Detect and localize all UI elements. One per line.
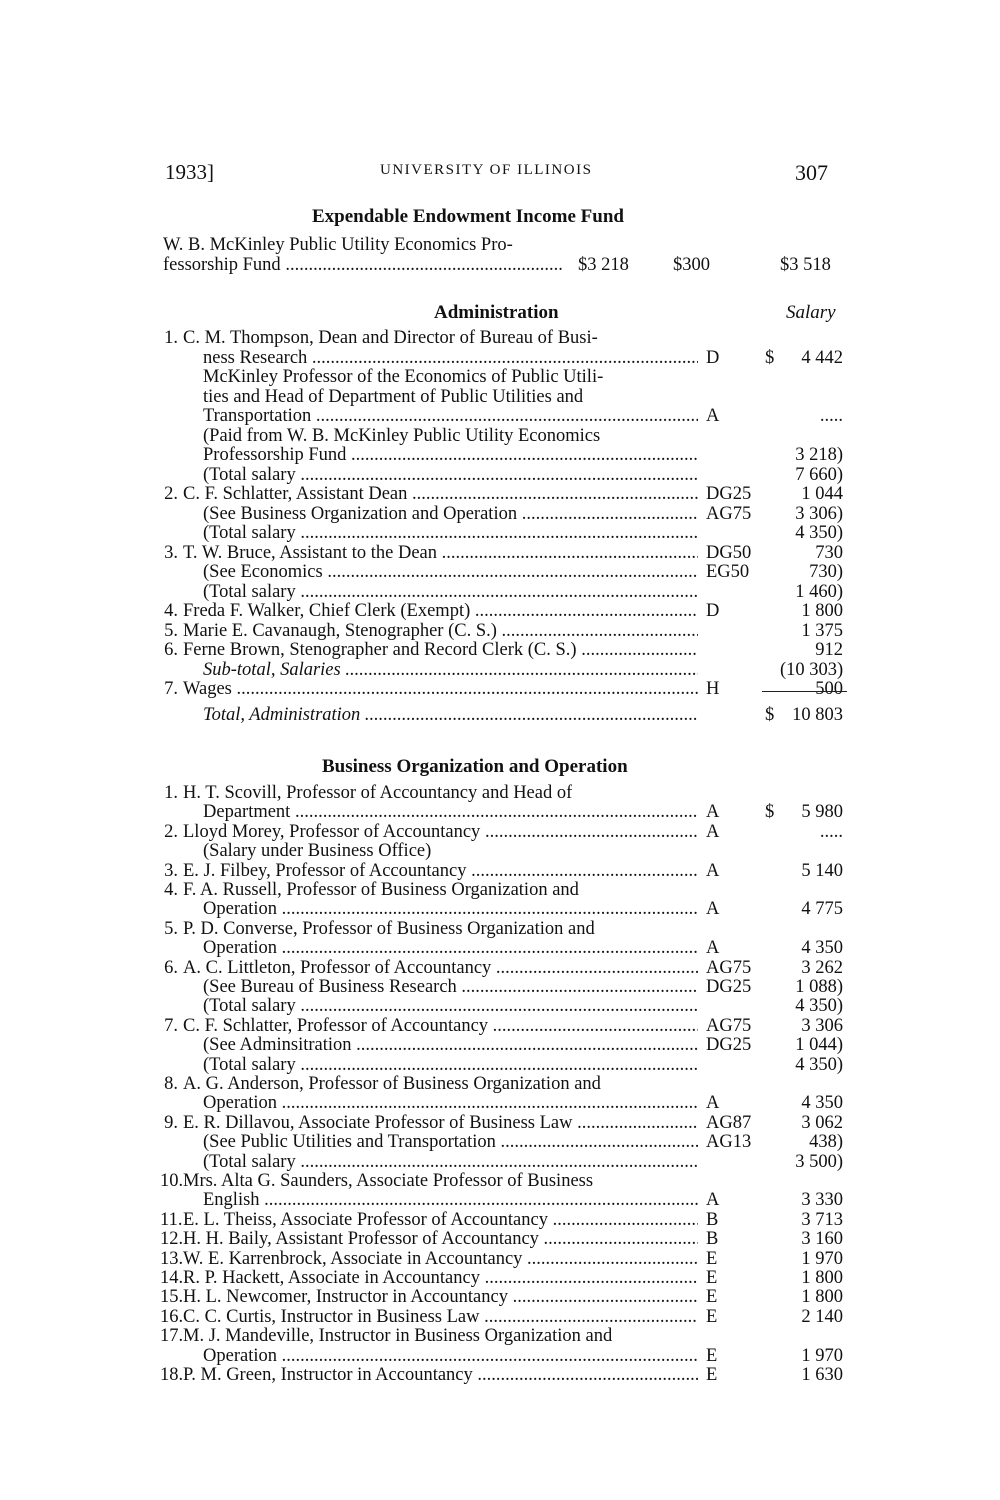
item-salary: 1 088) xyxy=(795,977,843,997)
list-item xyxy=(0,504,1000,524)
item-code: DG25 xyxy=(706,977,752,997)
item-text: E. L. Theiss, Associate Professor of Accountancy ..... xyxy=(183,1210,698,1230)
administration-total-amount: 10 803 xyxy=(792,705,843,725)
endowment-row-1 xyxy=(0,235,1000,255)
item-text: H. T. Scovill, Professor of Accountancy and Head of xyxy=(183,783,573,803)
item-text: Sub-total, Salaries ..... xyxy=(203,660,698,680)
item-code: A xyxy=(706,802,720,823)
item-text: C. C. Curtis, Instructor in Business Law ..... xyxy=(183,1307,698,1327)
item-salary: 3 306 xyxy=(801,1015,843,1036)
list-item xyxy=(0,1171,1000,1191)
item-code: E xyxy=(706,1287,718,1308)
administration-total-label: Total, Administration ..... xyxy=(203,705,698,725)
page-header xyxy=(0,160,1000,186)
list-item xyxy=(0,841,1000,861)
item-number: 13. xyxy=(160,1248,184,1269)
item-text: M. J. Mandeville, Instructor in Business Organization and xyxy=(183,1326,613,1347)
endowment-title: Expendable Endowment Income Fund xyxy=(312,206,624,227)
item-text: Wages ..... xyxy=(183,679,698,699)
item-text: (See Business Organization and Operation ..... xyxy=(203,504,698,524)
item-code: A xyxy=(706,406,720,426)
list-item xyxy=(0,387,1000,407)
list-item xyxy=(0,1132,1000,1152)
list-item xyxy=(0,1074,1000,1094)
item-salary: 7 660) xyxy=(795,464,843,485)
list-item xyxy=(0,523,1000,543)
item-text: Department ..... xyxy=(203,802,698,822)
item-text: C. F. Schlatter, Assistant Dean ..... xyxy=(183,484,698,504)
list-item xyxy=(0,1268,1000,1288)
item-text: H. L. Newcomer, Instructor in Accountancy ..... xyxy=(183,1287,698,1307)
list-item xyxy=(0,1346,1000,1366)
item-text: Operation ..... xyxy=(203,1346,698,1366)
item-code: E xyxy=(706,1268,718,1288)
item-text: P. M. Green, Instructor in Accountancy ..... xyxy=(183,1365,698,1385)
total-rule xyxy=(762,691,847,692)
item-salary: 1 800 xyxy=(801,601,843,621)
item-code: A xyxy=(706,821,720,842)
list-item xyxy=(0,465,1000,485)
item-code: E xyxy=(706,1248,718,1269)
item-salary: 3 218) xyxy=(795,445,843,465)
list-item xyxy=(0,660,1000,680)
list-item xyxy=(0,1093,1000,1113)
endowment-line-2: fessorship Fund ..... xyxy=(163,255,563,275)
item-text: (Total salary ..... xyxy=(203,996,698,1016)
list-item xyxy=(0,640,1000,660)
header-year: 1933] xyxy=(165,160,214,184)
item-number: 5. xyxy=(164,620,178,641)
item-code: B xyxy=(706,1209,719,1230)
item-number: 15. xyxy=(160,1287,184,1308)
item-text: Marie E. Cavanaugh, Stenographer (C. S.) ..... xyxy=(183,621,698,641)
list-item xyxy=(0,977,1000,997)
item-salary: 3 160 xyxy=(801,1229,843,1250)
list-item xyxy=(0,938,1000,958)
item-salary: 2 140 xyxy=(801,1306,843,1327)
item-number: 5. xyxy=(164,918,178,939)
item-salary: ..... xyxy=(819,821,843,842)
list-item xyxy=(0,328,1000,348)
item-salary: 912 xyxy=(815,640,843,660)
item-text: Freda F. Walker, Chief Clerk (Exempt) ..... xyxy=(183,601,698,621)
list-item xyxy=(0,996,1000,1016)
business-title: Business Organization and Operation xyxy=(322,756,628,777)
item-code: A xyxy=(706,860,720,881)
list-item xyxy=(0,601,1000,621)
item-salary: 4 350) xyxy=(795,523,843,543)
item-code: A xyxy=(706,938,720,959)
list-item xyxy=(0,484,1000,504)
item-number: 18. xyxy=(160,1365,184,1385)
list-item xyxy=(0,679,1000,699)
item-number: 4. xyxy=(164,601,178,621)
list-item xyxy=(0,406,1000,426)
item-salary: 5 140 xyxy=(801,860,843,881)
item-salary: 3 262 xyxy=(801,957,843,978)
item-code: E xyxy=(706,1345,718,1366)
item-salary: 1 800 xyxy=(801,1268,843,1288)
item-code: DG50 xyxy=(706,542,752,563)
item-number: 10. xyxy=(160,1171,184,1191)
item-number: 9. xyxy=(164,1112,178,1133)
endowment-amount-1: $3 218 xyxy=(578,255,629,275)
item-code: AG75 xyxy=(706,1015,752,1036)
item-text: A. G. Anderson, Professor of Business Organization and xyxy=(183,1074,601,1094)
item-salary: 1 044 xyxy=(801,484,843,504)
item-code: AG75 xyxy=(706,503,752,524)
item-text: Operation ..... xyxy=(203,938,698,958)
item-number: 2. xyxy=(164,484,178,504)
list-item xyxy=(0,861,1000,881)
item-text: (Total salary ..... xyxy=(203,465,698,485)
item-code: A xyxy=(706,1093,720,1114)
endowment-total: $3 518 xyxy=(780,255,831,275)
item-text: H. H. Baily, Assistant Professor of Accountancy ..... xyxy=(183,1229,698,1249)
item-text: Professorship Fund ..... xyxy=(203,445,698,465)
list-item xyxy=(0,1326,1000,1346)
item-text: Operation ..... xyxy=(203,899,698,919)
list-item xyxy=(0,1229,1000,1249)
item-number: 16. xyxy=(160,1306,184,1327)
item-text: (Salary under Business Office) xyxy=(203,841,432,862)
item-code: E xyxy=(706,1365,718,1385)
item-number: 14. xyxy=(160,1268,184,1288)
item-number: 6. xyxy=(164,640,178,660)
item-salary: 4 350 xyxy=(801,938,843,959)
list-item xyxy=(0,1152,1000,1172)
endowment-amount-2: $300 xyxy=(673,255,710,275)
list-item xyxy=(0,348,1000,368)
item-number: 4. xyxy=(164,880,178,900)
list-item xyxy=(0,899,1000,919)
item-number: 8. xyxy=(164,1074,178,1094)
item-text: Lloyd Morey, Professor of Accountancy ..... xyxy=(183,822,698,842)
item-text: (Total salary ..... xyxy=(203,1152,698,1172)
item-salary: 1 970 xyxy=(801,1248,843,1269)
list-item xyxy=(0,1035,1000,1055)
item-salary: 3 062 xyxy=(801,1112,843,1133)
item-text: McKinley Professor of the Economics of Public Utili- xyxy=(203,367,604,387)
list-item xyxy=(0,1287,1000,1307)
item-text: ness Research ..... xyxy=(203,348,698,368)
item-text: W. E. Karrenbrock, Associate in Accountancy ..... xyxy=(183,1249,698,1269)
item-text: (Paid from W. B. McKinley Public Utility Economics xyxy=(203,425,601,446)
list-item xyxy=(0,880,1000,900)
list-item xyxy=(0,783,1000,803)
item-salary: 3 500) xyxy=(795,1151,843,1172)
item-code: AG13 xyxy=(706,1132,752,1153)
item-salary: 500 xyxy=(815,679,843,699)
item-salary: (10 303) xyxy=(780,659,844,680)
administration-total-dollar: $ xyxy=(765,705,775,725)
item-text: R. P. Hackett, Associate in Accountancy ..... xyxy=(183,1268,698,1288)
item-text: E. R. Dillavou, Associate Professor of Business Law ..... xyxy=(183,1113,698,1133)
item-text: (See Adminsitration ..... xyxy=(203,1035,698,1055)
item-text: (Total salary ..... xyxy=(203,582,698,602)
list-item xyxy=(0,1055,1000,1075)
item-code: D xyxy=(706,347,720,368)
item-code: A xyxy=(706,899,720,920)
list-item xyxy=(0,445,1000,465)
item-salary: 1 375 xyxy=(801,620,843,641)
list-item xyxy=(0,822,1000,842)
item-number: 7. xyxy=(164,679,178,699)
list-item xyxy=(0,621,1000,641)
item-salary: 4 350 xyxy=(801,1093,843,1114)
item-salary: 730) xyxy=(809,562,843,582)
item-salary: 1 460) xyxy=(795,581,843,602)
list-item xyxy=(0,1307,1000,1327)
item-text: E. J. Filbey, Professor of Accountancy ..... xyxy=(183,861,698,881)
header-title: UNIVERSITY OF ILLINOIS xyxy=(380,162,593,178)
item-text: F. A. Russell, Professor of Business Organization and xyxy=(183,880,579,900)
item-text: A. C. Littleton, Professor of Accountancy ..... xyxy=(183,958,698,978)
item-text: English ..... xyxy=(203,1190,698,1210)
item-dollar: $ xyxy=(765,347,775,368)
administration-total-row xyxy=(0,705,1000,725)
item-number: 3. xyxy=(164,542,178,563)
item-number: 1. xyxy=(164,328,178,348)
list-item xyxy=(0,1113,1000,1133)
item-salary: 4 350) xyxy=(795,996,843,1017)
item-salary: 1 044) xyxy=(795,1035,843,1056)
item-text: C. F. Schlatter, Professor of Accountancy ..... xyxy=(183,1016,698,1036)
item-salary: 3 330 xyxy=(801,1190,843,1211)
item-number: 3. xyxy=(164,860,178,881)
list-item xyxy=(0,1365,1000,1385)
list-item xyxy=(0,1210,1000,1230)
item-number: 1. xyxy=(164,783,178,803)
item-number: 6. xyxy=(164,957,178,978)
item-text: ties and Head of Department of Public Utilities and xyxy=(203,386,584,407)
list-item xyxy=(0,919,1000,939)
list-item xyxy=(0,582,1000,602)
item-code: AG87 xyxy=(706,1112,752,1133)
item-code: B xyxy=(706,1229,719,1250)
item-number: 17. xyxy=(160,1326,184,1347)
administration-title: Administration xyxy=(434,302,559,323)
item-salary: 730 xyxy=(815,542,843,563)
item-code: DG25 xyxy=(706,484,752,504)
endowment-line-1: W. B. McKinley Public Utility Economics Pro- xyxy=(163,235,513,255)
list-item xyxy=(0,562,1000,582)
endowment-row-2 xyxy=(0,255,1000,275)
item-salary: 3 306) xyxy=(795,503,843,524)
list-item xyxy=(0,1249,1000,1269)
item-text: Operation ..... xyxy=(203,1093,698,1113)
item-text: (See Economics ..... xyxy=(203,562,698,582)
item-text: (Total salary ..... xyxy=(203,523,698,543)
item-salary: 3 713 xyxy=(801,1209,843,1230)
item-text: (See Bureau of Business Research ..... xyxy=(203,977,698,997)
item-salary: 1 970 xyxy=(801,1345,843,1366)
item-code: A xyxy=(706,1190,720,1211)
list-item xyxy=(0,802,1000,822)
item-text: Mrs. Alta G. Saunders, Associate Professor of Business xyxy=(183,1171,594,1191)
item-code: D xyxy=(706,601,720,621)
item-text: (See Public Utilities and Transportation ..... xyxy=(203,1132,698,1152)
list-item xyxy=(0,1016,1000,1036)
list-item xyxy=(0,958,1000,978)
item-salary: 5 980 xyxy=(801,802,843,823)
item-code: DG25 xyxy=(706,1035,752,1056)
item-code: H xyxy=(706,679,720,699)
item-salary: 4 775 xyxy=(801,899,843,920)
item-text: (Total salary ..... xyxy=(203,1055,698,1075)
item-code: AG75 xyxy=(706,957,752,978)
item-salary: 4 350) xyxy=(795,1054,843,1075)
item-number: 11. xyxy=(160,1209,183,1230)
item-text: Ferne Brown, Stenographer and Record Clerk (C. S.) ..... xyxy=(183,640,698,660)
list-item xyxy=(0,367,1000,387)
list-item xyxy=(0,426,1000,446)
item-number: 2. xyxy=(164,821,178,842)
item-number: 7. xyxy=(164,1015,178,1036)
item-salary: 1 800 xyxy=(801,1287,843,1308)
item-text: Transportation ..... xyxy=(203,406,698,426)
item-salary: 4 442 xyxy=(801,347,843,368)
list-item xyxy=(0,543,1000,563)
item-salary: 438) xyxy=(809,1132,843,1153)
item-code: EG50 xyxy=(706,562,750,582)
item-text: T. W. Bruce, Assistant to the Dean ..... xyxy=(183,543,698,563)
item-code: E xyxy=(706,1306,718,1327)
item-salary: 1 630 xyxy=(801,1365,843,1385)
page-number: 307 xyxy=(795,160,828,185)
item-dollar: $ xyxy=(765,802,775,823)
item-text: P. D. Converse, Professor of Business Organization and xyxy=(183,918,595,939)
list-item xyxy=(0,1190,1000,1210)
item-text: C. M. Thompson, Dean and Director of Bureau of Busi- xyxy=(183,328,598,348)
item-number: 12. xyxy=(160,1229,184,1250)
salary-column-header: Salary xyxy=(786,302,836,323)
item-salary: ..... xyxy=(819,406,843,426)
